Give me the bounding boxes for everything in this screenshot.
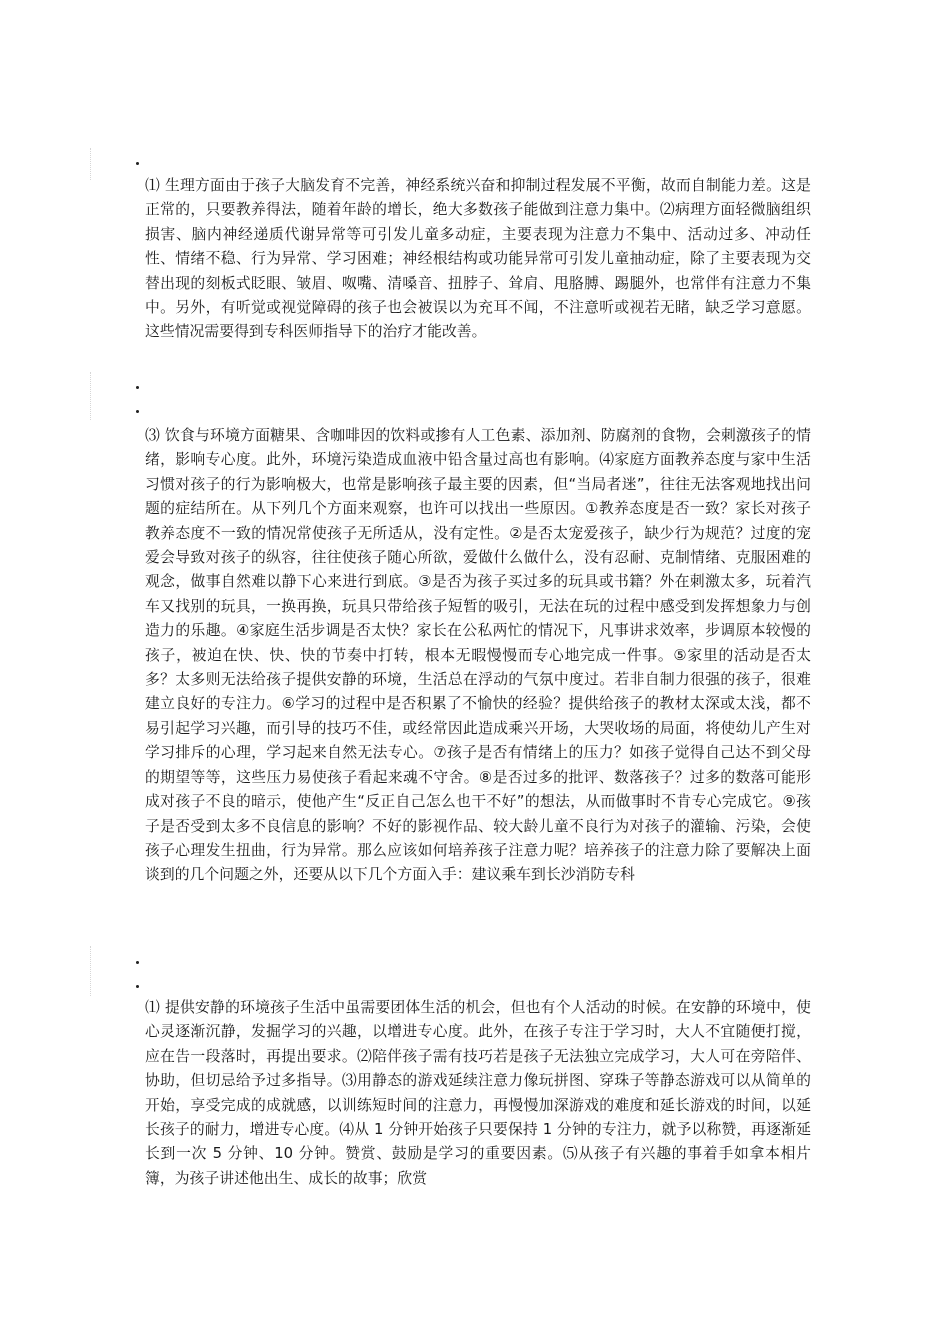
paragraph-training-methods: ⑴ 提供安静的环境孩子生活中虽需要团体生活的机会，但也有个人活动的时候。在安静的环境中，使心灵逐渐沉静，发掘学习的兴趣，以增进专心度。此外，在孩子专注于学习时，大人不宜随便打搅，应在告一段落时，再提出要求。⑵陪伴孩子需有技巧若是孩子无法独立完成学习，大人可在旁陪伴、协助，但切忌给予过多指导。⑶用静态的游戏延续注意力像玩拼图、穿珠子等静态游戏可以从简单的开始，享受完成的成就感，以训练短时间的注意力，再慢慢加深游戏的难度和延长游戏的时间，以延长孩子的耐力，增进专心度。⑷从 1 分钟开始孩子只要保持 1 分钟的专注力，就予以称赞，再逐渐延长到一次 5 分钟、10 分钟。赞赏、鼓励是学习的重要因素。⑸从孩子有兴趣的事着手如拿本相片簿，为孩子讲述他出生、成长的故事；欣赏 [145, 999, 811, 1187]
margin-marker [90, 946, 92, 996]
paragraph-marker [136, 162, 139, 165]
margin-marker [90, 372, 92, 420]
paragraph-marker [136, 386, 139, 389]
paragraph-marker [136, 985, 139, 988]
paragraph-marker [136, 961, 139, 964]
paragraph-marker [136, 410, 139, 413]
paragraph-physiology-pathology: ⑴ 生理方面由于孩子大脑发育不完善，神经系统兴奋和抑制过程发展不平衡，故而自制能力差。这是正常的，只要教养得法，随着年龄的增长，绝大多数孩子能做到注意力集中。⑵病理方面轻微脑组织损害、脑内神经递质代谢异常等可引发儿童多动症，主要表现为注意力不集中、活动过多、冲动任性、情绪不稳、行为异常、学习困难；神经根结构或功能异常可引发儿童抽动症，除了主要表现为交替出现的刻板式眨眼、皱眉、呶嘴、清嗓音、扭脖子、耸肩、甩胳膊、踢腿外，也常伴有注意力不集中。另外，有听觉或视觉障碍的孩子也会被误以为充耳不闻，不注意听或视若无睹，缺乏学习意愿。这些情况需要得到专科医师指导下的治疗才能改善。 [145, 177, 811, 341]
paragraph-diet-family: ⑶ 饮食与环境方面糖果、含咖啡因的饮料或掺有人工色素、添加剂、防腐剂的食物，会刺激孩子的情绪，影响专心度。此外，环境污染造成血液中铅含量过高也有影响。⑷家庭方面教养态度与家中生活习惯对孩子的行为影响极大，也常是影响孩子最主要的因素，但“当局者迷”，往往无法客观地找出问题的症结所在。从下列几个方面来观察，也许可以找出一些原因。①教养态度是否一致？家长对孩子教养态度不一致的情况常使孩子无所适从，没有定性。②是否太宠爱孩子，缺少行为规范？过度的宠爱会导致对孩子的纵容，往往使孩子随心所欲，爱做什么做什么，没有忍耐、克制情绪、克服困难的观念，做事自然难以静下心来进行到底。③是否为孩子买过多的玩具或书籍？外在刺激太多，玩着汽车又找别的玩具，一换再换，玩具只带给孩子短暂的吸引，无法在玩的过程中感受到发挥想象力与创造力的乐趣。④家庭生活步调是否太快？家长在公私两忙的情况下，凡事讲求效率，步调原本较慢的孩子，被迫在快、快、快的节奏中打转，根本无暇慢慢而专心地完成一件事。⑤家里的活动是否太多？太多则无法给孩子提供安静的环境，生活总在浮动的气氛中度过。若非自制力很强的孩子，很难建立良好的专注力。⑥学习的过程中是否积累了不愉快的经验？提供给孩子的教材太深或太浅，都不易引起学习兴趣，而引导的技巧不佳，或经常因此造成乘兴开场，大哭收场的局面，将使幼儿产生对学习排斥的心理，学习起来自然无法专心。⑦孩子是否有情绪上的压力？如孩子觉得自己达不到父母的期望等等，这些压力易使孩子看起来魂不守舍。⑧是否过多的批评、数落孩子？过多的数落可能形成对孩子不良的暗示，使他产生“反正自己怎么也干不好”的想法，从而做事时不肯专心完成它。⑨孩子是否受到太多不良信息的影响？不好的影视作品、较大龄儿童不良行为对孩子的灌输、污染，会使孩子心理发生扭曲，行为异常。那么应该如何培养孩子注意力呢？培养孩子的注意力除了要解决上面谈到的几个问题之外，还要从以下几个方面入手：建议乘车到长沙消防专科 [145, 427, 811, 884]
margin-marker [90, 148, 92, 180]
